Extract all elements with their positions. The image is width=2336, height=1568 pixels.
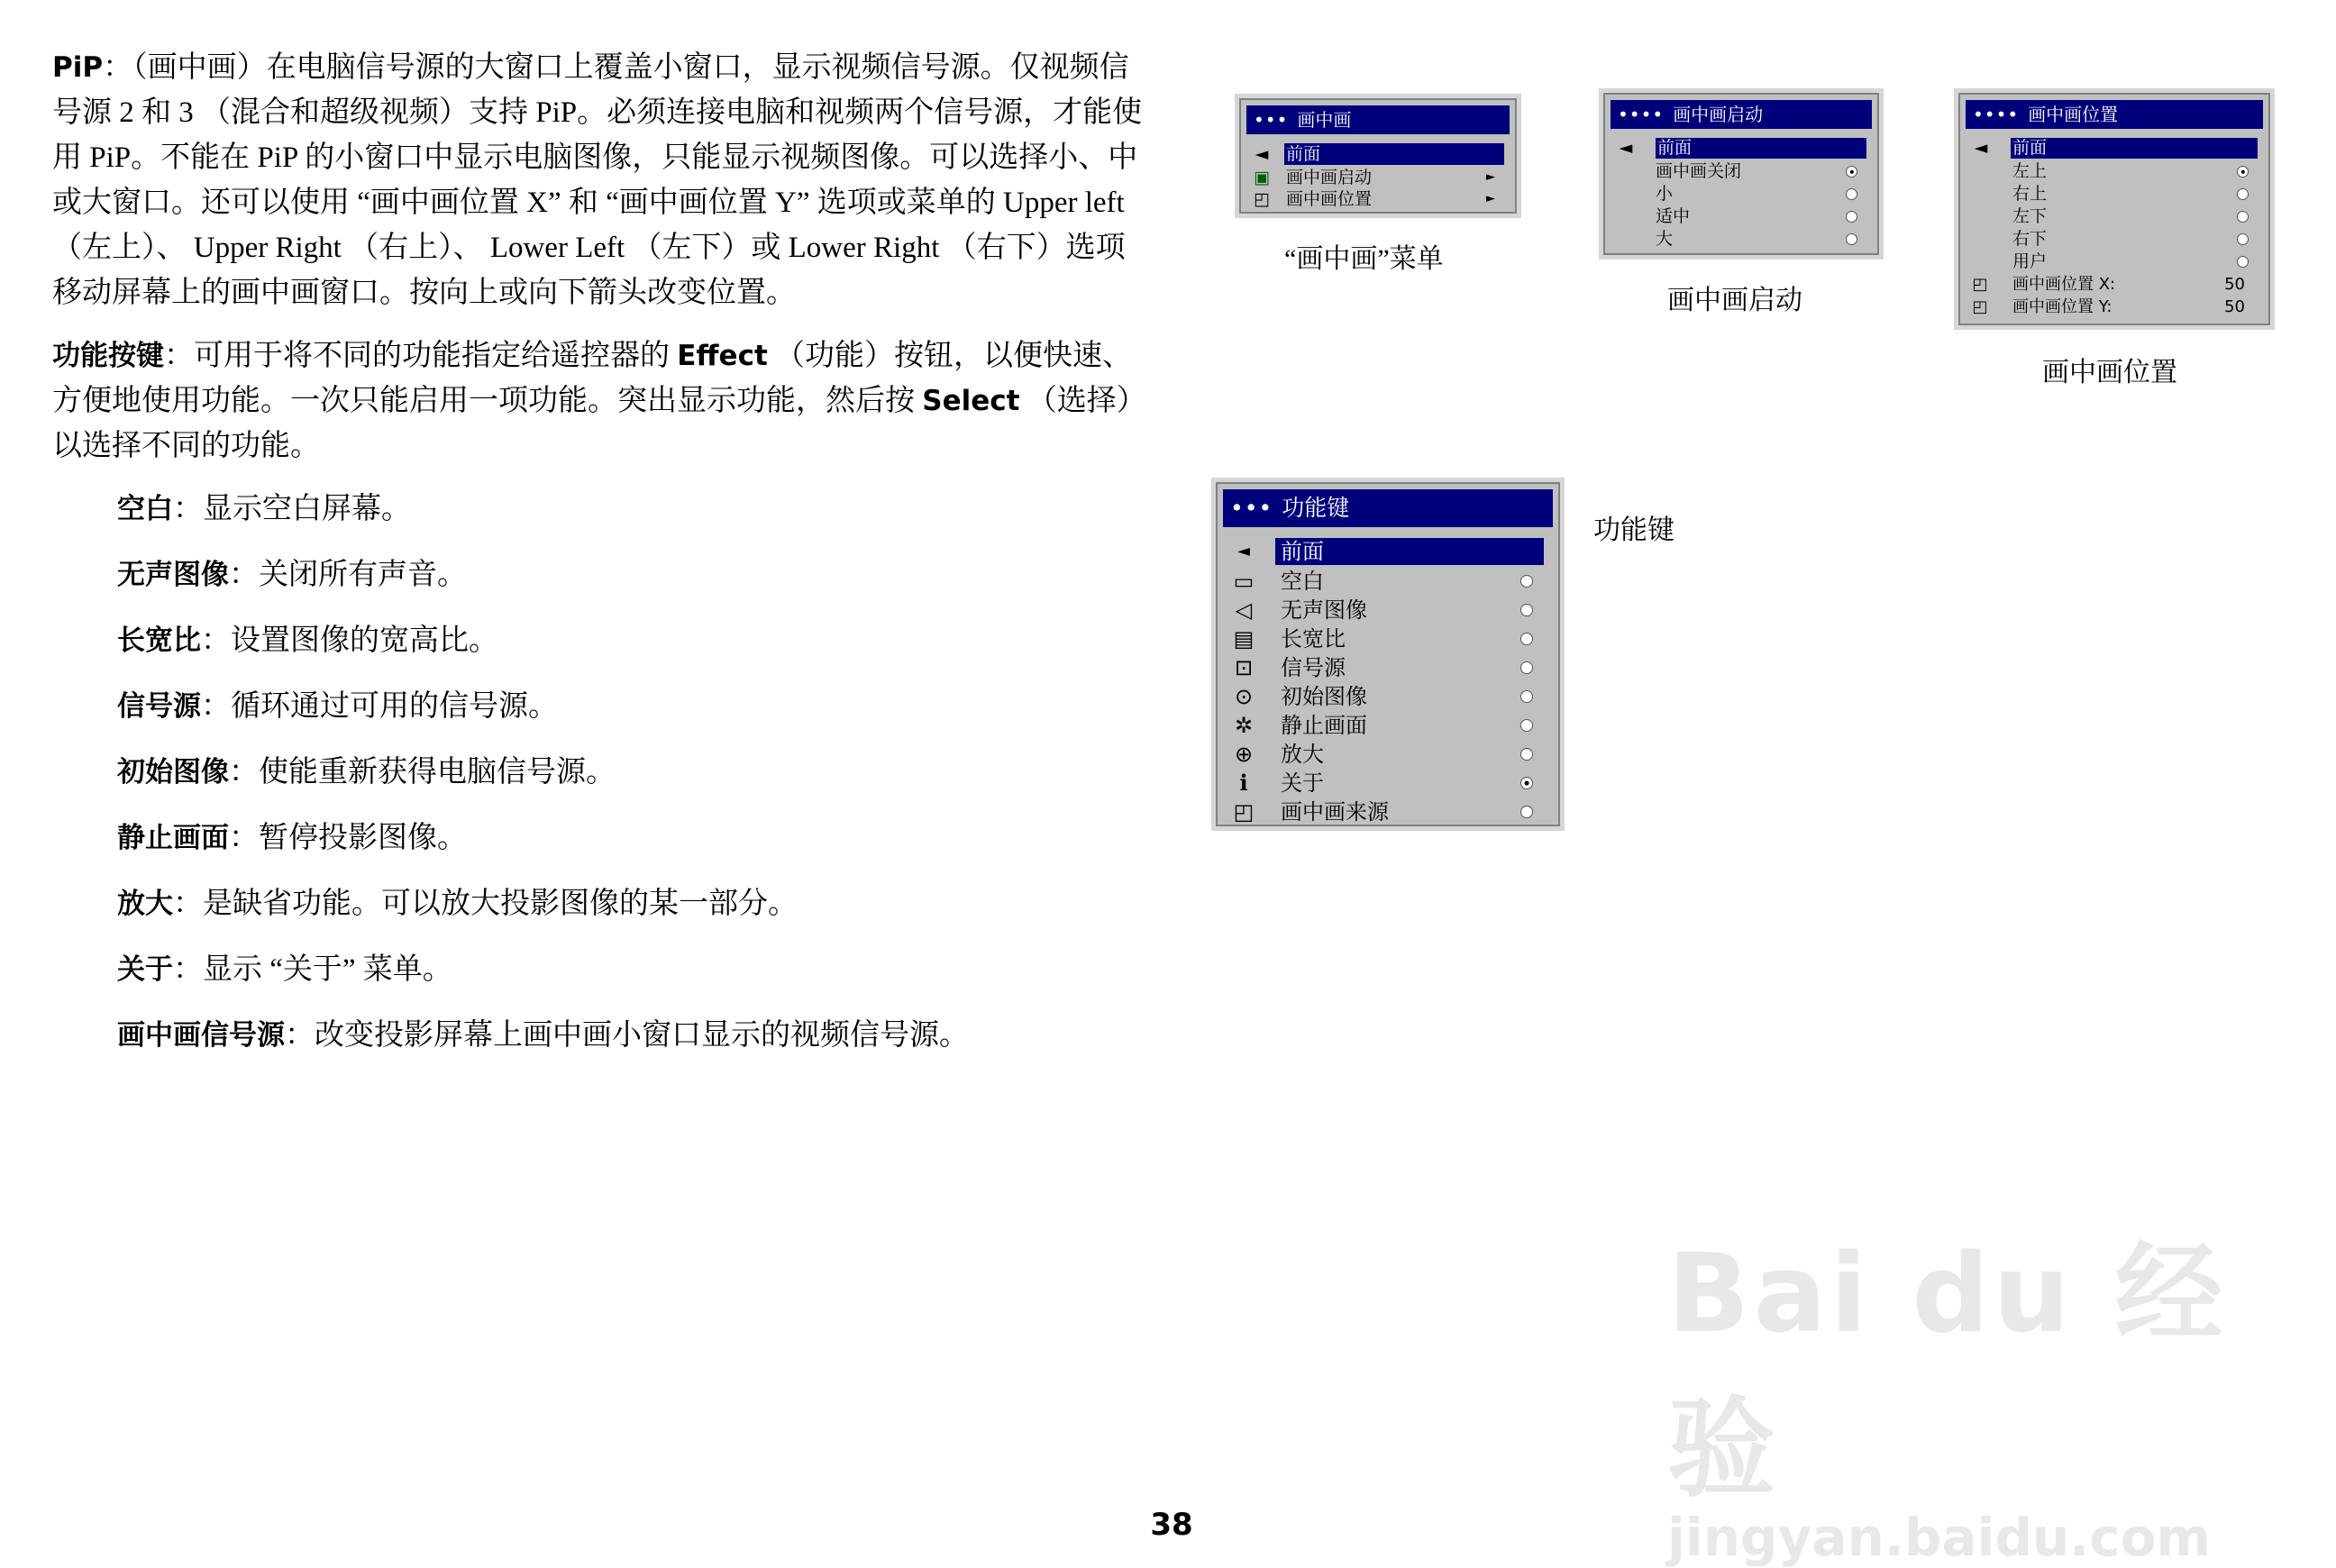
- effect-paragraph: [52, 333, 1152, 469]
- radio-icon: [1520, 690, 1533, 703]
- menu-item-label: 前面: [1275, 538, 1544, 565]
- menu-title: 画中画启动: [1673, 104, 1764, 125]
- item-term: 长宽比: [117, 624, 201, 657]
- radio-icon: [1520, 604, 1533, 616]
- baidu-watermark: [1667, 1208, 2336, 1568]
- effect-function-list: [117, 487, 1152, 1058]
- pip-enable-caption: 画中画启动: [1667, 286, 1802, 315]
- radio-option-pip-off[interactable]: [1612, 160, 1870, 182]
- menu-item-back[interactable]: [1225, 538, 1551, 565]
- pip-position-caption: 画中画位置: [2042, 358, 2177, 387]
- menu-item-pip-enable[interactable]: [1248, 167, 1508, 188]
- list-item: [117, 881, 1152, 926]
- pip-menu-caption: “画中画”菜单: [1284, 244, 1444, 274]
- radio-icon: [2237, 188, 2249, 200]
- item-text: ：使能重新获得电脑信号源。: [229, 756, 616, 789]
- radio-option-upper-right[interactable]: [1967, 183, 2261, 205]
- radio-option-user[interactable]: [1967, 251, 2261, 273]
- setting-label: 画中画位置 Y:: [2012, 297, 2112, 316]
- option-label: 小: [1656, 184, 1674, 204]
- body-text: [52, 45, 1152, 1079]
- menu-dots-icon: •••: [1254, 109, 1289, 131]
- source-icon: ⊡: [1234, 655, 1254, 680]
- list-item: [117, 750, 1152, 795]
- radio-option-blank[interactable]: [1225, 567, 1551, 596]
- item-text: ：改变投影屏幕上画中画小窗口显示的视频信号源。: [285, 1019, 969, 1052]
- list-item: [117, 684, 1152, 729]
- setting-label: 画中画位置 X:: [2012, 275, 2116, 294]
- effect-description-2: （功能）按钮，以便快速、方便地使用功能。一次只能启用一项功能。突出显示功能，然后按: [52, 340, 1133, 417]
- zoom-icon: ⊕: [1234, 742, 1254, 767]
- item-text: ：关闭所有声音。: [229, 559, 467, 591]
- radio-option-freeze[interactable]: [1225, 711, 1551, 740]
- info-icon: i: [1239, 770, 1248, 796]
- page-number: 38: [1150, 1507, 1193, 1543]
- option-label: 画中画来源: [1281, 799, 1389, 825]
- option-label: 左上: [2012, 161, 2048, 181]
- menu-item-label: 前面: [1284, 143, 1504, 165]
- item-term: 放大: [117, 888, 173, 920]
- list-item: [117, 618, 1152, 663]
- menu-title-bar: [1611, 100, 1872, 129]
- item-term: 无声图像: [117, 559, 229, 591]
- item-text: ：显示 “关于” 菜单。: [173, 953, 452, 986]
- menu-title-bar: [1246, 105, 1510, 134]
- option-label: 画中画关闭: [1656, 161, 1742, 181]
- pip-enable-menu: [1599, 88, 1884, 260]
- list-item: [117, 487, 1152, 532]
- option-label: 放大: [1281, 742, 1324, 767]
- item-text: ：暂停投影图像。: [229, 822, 467, 854]
- radio-icon: [1846, 211, 1857, 223]
- list-item: [117, 1013, 1152, 1058]
- menu-title-bar: [1966, 100, 2263, 129]
- option-label: 静止画面: [1281, 713, 1367, 738]
- pip-position-icon: ◰: [1254, 189, 1270, 209]
- radio-icon: [1520, 719, 1533, 732]
- radio-icon: [2237, 256, 2249, 268]
- aspect-ratio-icon: ▤: [1233, 626, 1255, 652]
- pip-position-menu: [1954, 88, 2275, 330]
- radio-icon: [1520, 806, 1533, 818]
- radio-icon: [1520, 661, 1533, 674]
- item-term: 信号源: [117, 690, 201, 723]
- option-label: 用户: [2012, 251, 2048, 271]
- option-label: 大: [1656, 229, 1674, 249]
- menu-item-label: 前面: [1656, 138, 1866, 159]
- menu-item-back[interactable]: [1612, 138, 1870, 159]
- item-term: 静止画面: [117, 822, 229, 854]
- radio-icon: [1846, 188, 1857, 200]
- item-text: ：设置图像的宽高比。: [201, 624, 498, 657]
- menu-title-bar: [1223, 489, 1553, 527]
- option-label: 关于: [1281, 770, 1324, 796]
- pip-position-icon: ◰: [1972, 297, 1988, 316]
- option-label: 右上: [2012, 184, 2048, 204]
- radio-icon: [1520, 633, 1533, 645]
- option-label: 信号源: [1281, 655, 1346, 680]
- menu-item-pip-position[interactable]: [1248, 188, 1508, 210]
- radio-option-auto-image[interactable]: [1225, 682, 1551, 711]
- pip-paragraph: [52, 45, 1152, 315]
- option-label: 空白: [1281, 569, 1324, 594]
- menu-item-label: 画中画启动: [1286, 168, 1373, 187]
- effect-description-1: ：可用于将不同的功能指定给遥控器的: [164, 340, 678, 372]
- pip-enable-icon: ▣: [1254, 168, 1270, 187]
- radio-option-lower-right[interactable]: [1967, 228, 2261, 251]
- pip-term: PiP: [52, 51, 104, 84]
- effect-button-name: Effect: [677, 340, 768, 372]
- radio-icon: [2237, 233, 2249, 245]
- menu-dots-icon: ••••: [1973, 104, 2020, 125]
- item-term: 空白: [117, 493, 173, 525]
- slider-pip-position-y[interactable]: [1967, 296, 2261, 318]
- option-label: 右下: [2012, 229, 2048, 249]
- radio-icon: [2237, 211, 2249, 223]
- option-label: 左下: [2012, 206, 2048, 226]
- radio-icon: [1520, 575, 1533, 588]
- watermark-brand: Bai du 经验: [1667, 1232, 2227, 1512]
- radio-option-lower-left[interactable]: [1967, 205, 2261, 228]
- back-arrow-icon: ◄: [1255, 144, 1269, 164]
- menu-title: 画中画位置: [2028, 104, 2119, 125]
- radio-option-zoom[interactable]: [1225, 740, 1551, 769]
- back-arrow-icon: ◄: [1974, 138, 1988, 158]
- item-term: 画中画信号源: [117, 1019, 285, 1052]
- submenu-arrow-icon: ►: [1486, 192, 1495, 205]
- submenu-arrow-icon: ►: [1486, 170, 1495, 184]
- list-item: [117, 816, 1152, 861]
- blank-icon: ▭: [1233, 569, 1255, 594]
- menu-title: 画中画: [1297, 109, 1352, 131]
- slider-pip-position-x[interactable]: [1967, 273, 2261, 296]
- back-arrow-icon: ◄: [1619, 138, 1633, 158]
- speaker-mute-icon: ◁: [1235, 597, 1253, 623]
- option-label: 初始图像: [1281, 684, 1367, 709]
- radio-option-small[interactable]: [1612, 183, 1870, 205]
- pip-description: ：（画中画）在电脑信号源的大窗口上覆盖小窗口，显示视频信号源。仅视频信号源 2 和 3 （混合和超级视频）支持 PiP。必须连接电脑和视频两个信号源，才能使用 PiP。不能在 PiP 的小窗口中显示电脑图像，只能显示视频图像。可以选择小、中或大窗口。还可以使用 “画中画位置 X” 和 “画中画位置 Y” 选项或菜单的 Upper left （左上）、 Upper Right （右上）、 Lower Left （左下）或 Lower Right （右下）选项移动屏幕上的画中画窗口。按向上或向下箭头改变位置。: [52, 51, 1143, 309]
- list-item: [117, 947, 1152, 992]
- menu-dots-icon: ••••: [1618, 104, 1665, 125]
- pip-menu: [1235, 94, 1521, 218]
- list-item: [117, 552, 1152, 597]
- effect-key-caption: 功能键: [1593, 515, 1674, 545]
- item-text: ：显示空白屏幕。: [173, 493, 411, 525]
- radio-option-about[interactable]: [1225, 769, 1551, 798]
- menu-title: 功能键: [1282, 495, 1350, 521]
- pip-source-icon: ◰: [1233, 799, 1255, 825]
- radio-selected-icon: [1520, 777, 1533, 789]
- item-term: 关于: [117, 953, 173, 986]
- radio-option-upper-left[interactable]: [1967, 160, 2261, 183]
- setting-value: 50: [2224, 275, 2245, 294]
- back-arrow-icon: ◄: [1237, 542, 1250, 561]
- radio-option-mute[interactable]: [1225, 596, 1551, 624]
- pip-position-icon: ◰: [1972, 275, 1988, 294]
- effect-key-menu: [1211, 478, 1565, 831]
- auto-image-icon: ⊙: [1234, 684, 1254, 709]
- radio-option-large[interactable]: [1612, 228, 1870, 250]
- select-button-name: Select: [922, 385, 1020, 417]
- menu-item-label: 前面: [2011, 138, 2258, 159]
- radio-option-aspect-ratio[interactable]: [1225, 624, 1551, 653]
- radio-selected-icon: [1846, 166, 1857, 178]
- option-label: 长宽比: [1281, 626, 1346, 652]
- option-label: 适中: [1656, 206, 1691, 226]
- item-term: 初始图像: [117, 756, 229, 789]
- radio-icon: [1520, 748, 1533, 761]
- freeze-icon: ✲: [1234, 713, 1254, 738]
- radio-icon: [1846, 233, 1857, 245]
- effect-description-3: （选择）以选择不同的功能。: [52, 385, 1146, 462]
- option-label: 无声图像: [1281, 597, 1367, 623]
- setting-value: 50: [2224, 297, 2245, 316]
- radio-option-pip-source[interactable]: [1225, 798, 1551, 826]
- watermark-url: jingyan.baidu.com: [1667, 1507, 2211, 1568]
- radio-option-medium[interactable]: [1612, 205, 1870, 227]
- radio-option-source[interactable]: [1225, 653, 1551, 682]
- menu-dots-icon: •••: [1230, 495, 1273, 521]
- menu-item-back[interactable]: [1967, 138, 2261, 159]
- menu-item-back[interactable]: [1248, 143, 1508, 165]
- effect-term: 功能按键: [52, 340, 164, 372]
- item-text: ：是缺省功能。可以放大投影图像的某一部分。: [173, 888, 798, 920]
- radio-selected-icon: [2237, 166, 2249, 178]
- menu-item-label: 画中画位置: [1286, 189, 1373, 209]
- item-text: ：循环通过可用的信号源。: [201, 690, 558, 723]
